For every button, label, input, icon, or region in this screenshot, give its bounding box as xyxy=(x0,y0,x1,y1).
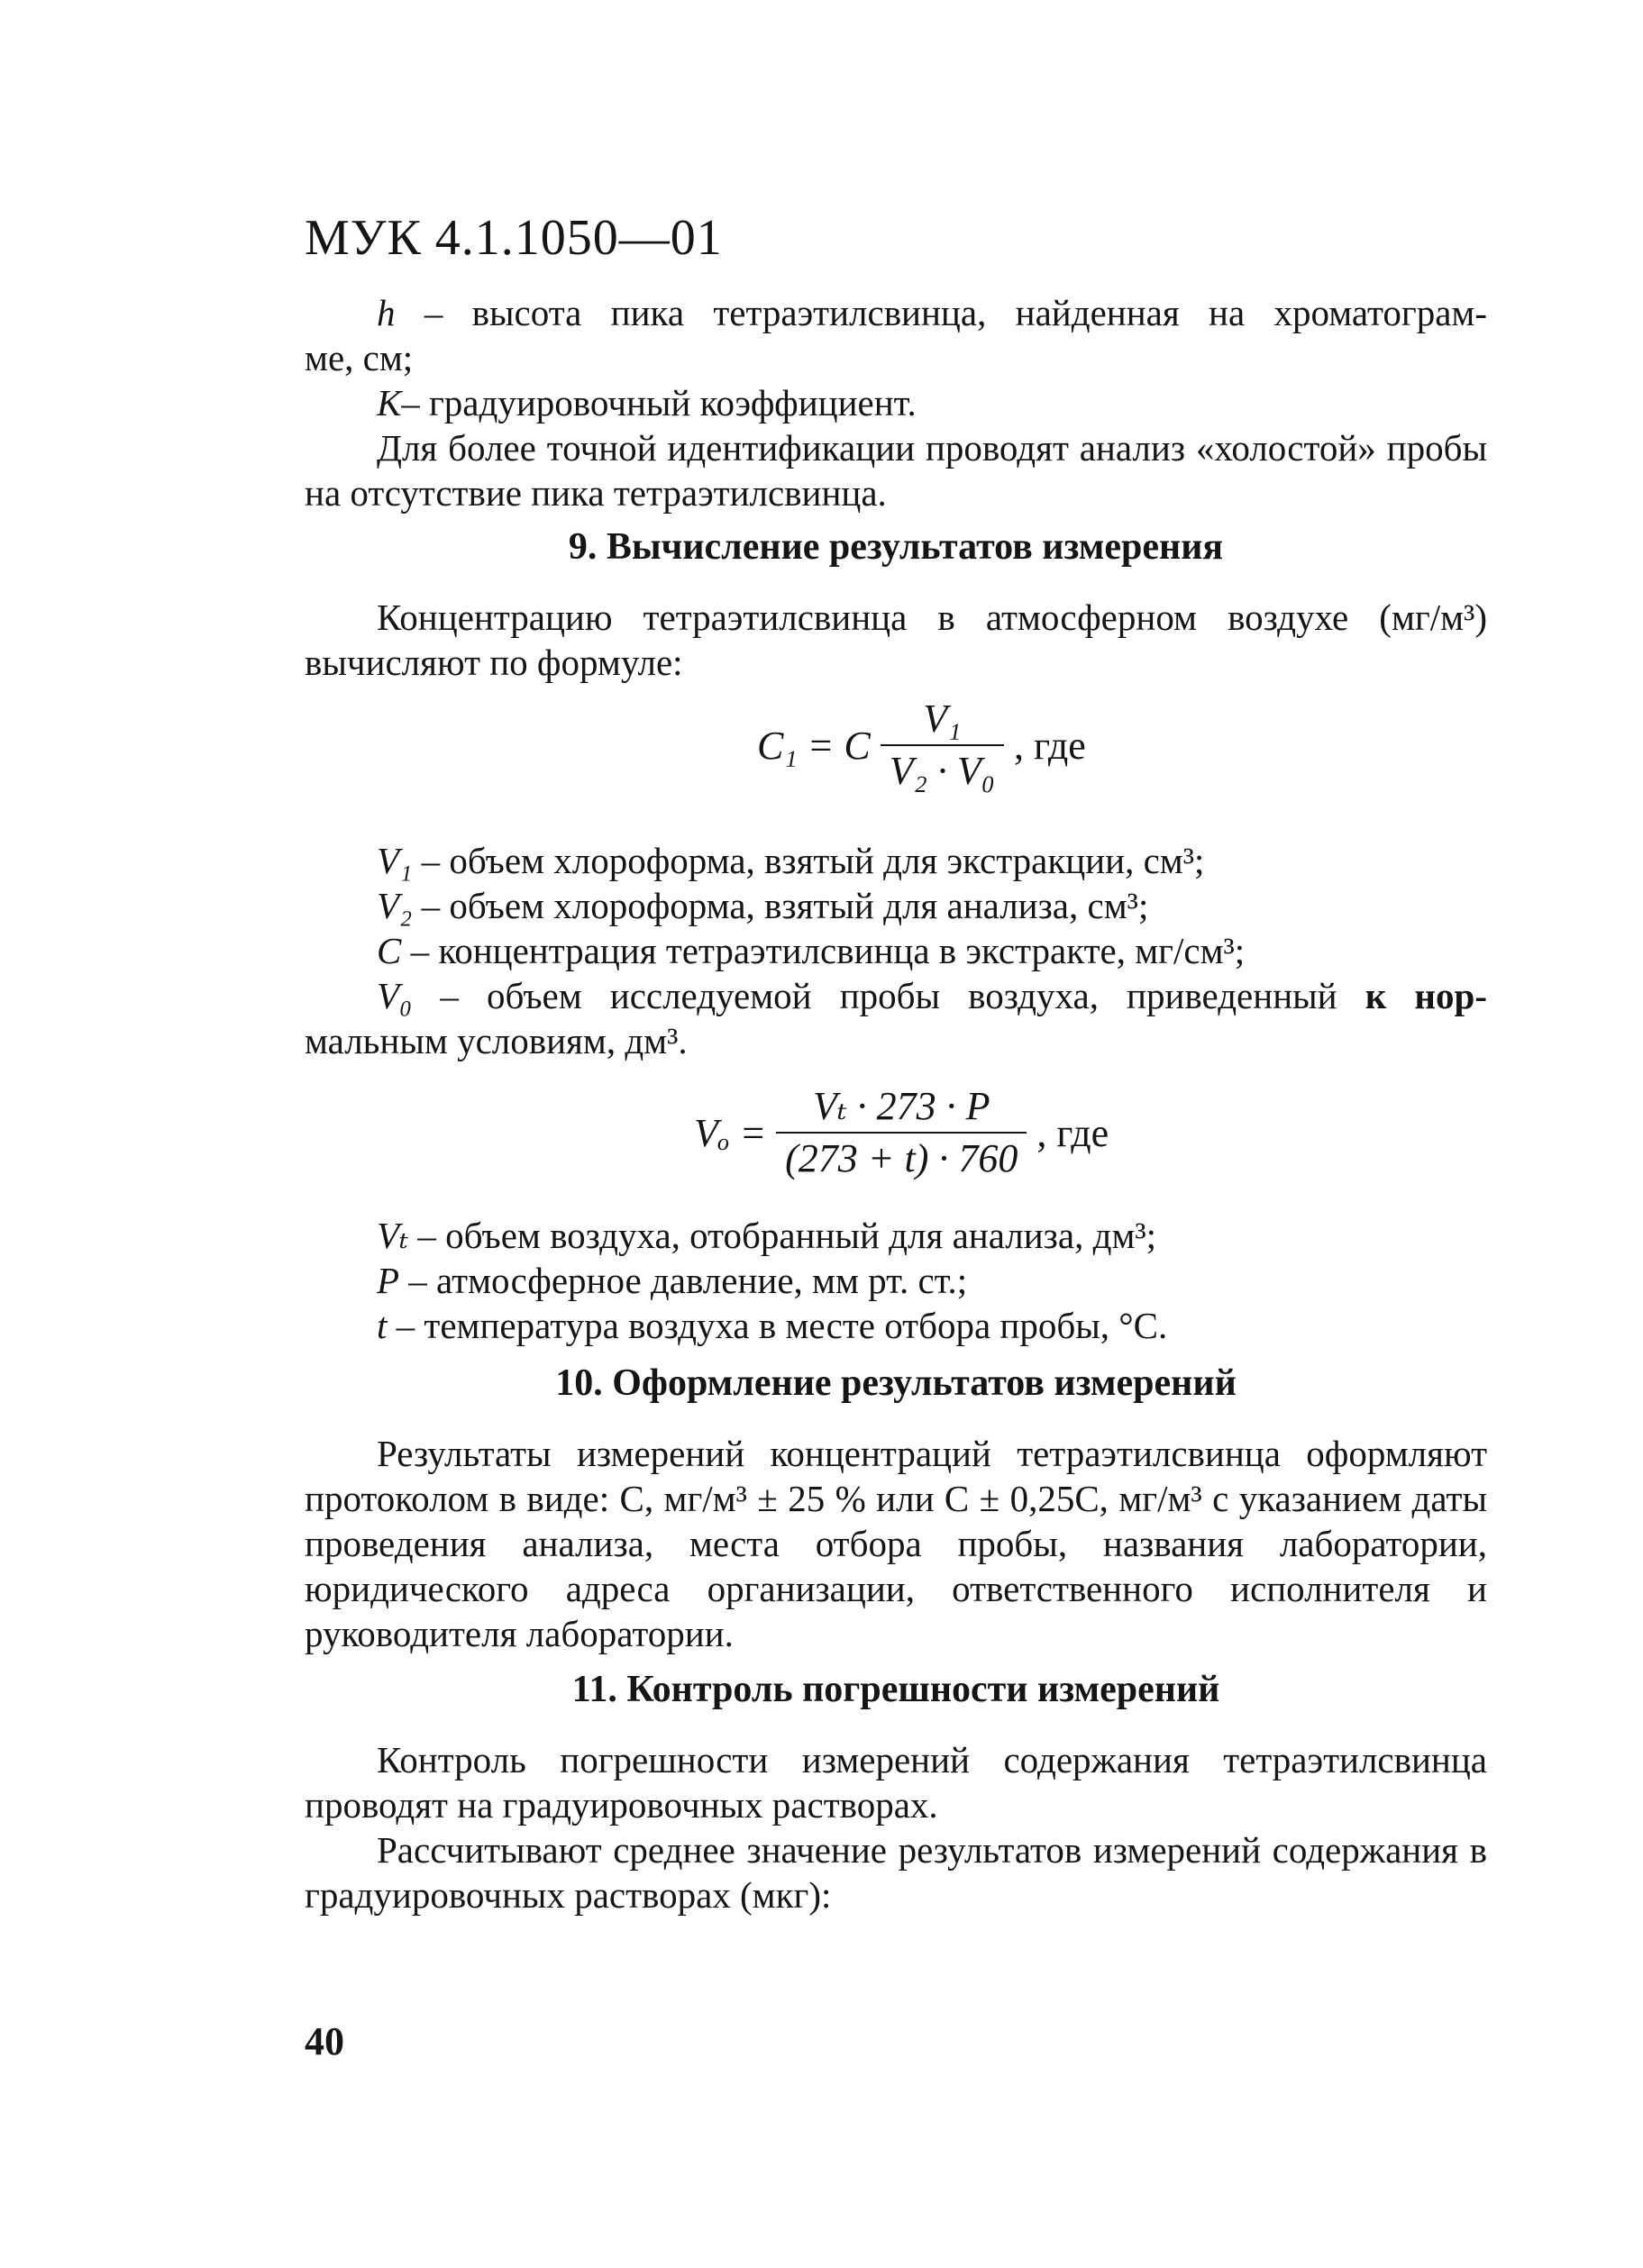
definition-v0-line2: мальным условиям, дм³. xyxy=(305,1020,688,1061)
c-text: – концентрация тетраэтилсвинца в экстракте, мг/см³; xyxy=(401,930,1246,971)
document-code-header: МУК 4.1.1050—01 xyxy=(305,210,723,266)
page-number: 40 xyxy=(305,2019,344,2063)
v1-symbol: V₁ xyxy=(377,840,413,881)
k-definition-text: – градуировочный коэффициент. xyxy=(401,382,917,424)
vt-symbol: Vₜ xyxy=(377,1215,409,1256)
definition-vt xyxy=(377,1213,1156,1258)
section-9-heading: 9. Вычисление результатов измерения xyxy=(568,526,1224,568)
v2-symbol: V₂ xyxy=(377,885,413,926)
v2-text: – объем хлороформа, взятый для анализа, см³; xyxy=(412,885,1149,926)
formula-v0-suffix: , где xyxy=(1036,1110,1109,1155)
p-text: – атмосферное давление, мм рт. ст.; xyxy=(399,1260,968,1301)
h-symbol: h xyxy=(377,292,396,333)
section-11-para1: Контроль погрешности измерений содержания тетраэтилсвинца проводят на градуировочных растворах. xyxy=(305,1739,1487,1826)
vt-text: – объем воздуха, отобранный для анализа, дм³; xyxy=(408,1215,1157,1256)
section-9-intro: Концентрацию тетраэтилсвинца в атмосферном воздухе (мг/м³) вычисляют по формуле: xyxy=(305,597,1487,683)
v0-text-bold: к нор- xyxy=(1365,975,1488,1016)
p-symbol: Р xyxy=(377,1260,400,1301)
formula-c1-numerator: V₁ xyxy=(881,694,1004,746)
formula-c1-fraction xyxy=(881,694,1004,797)
t-text: – температура воздуха в месте отбора пробы, °С. xyxy=(387,1305,1168,1346)
h-definition-text: – высота пика тетраэтилсвинца, найденная на хроматограм- xyxy=(424,292,1488,333)
t-symbol: t xyxy=(377,1305,388,1346)
c-symbol: С xyxy=(377,930,402,971)
section-10-heading: 10. Оформление результатов измерений xyxy=(555,1362,1237,1404)
identification-paragraph: Для более точной идентификации проводят анализ «холостой» пробы на отсутствие пика тетраэтилсвинца. xyxy=(305,427,1487,514)
formula-c1-lhs: C₁ = C xyxy=(757,723,871,768)
formula-v0 xyxy=(694,1081,1109,1184)
formula-v0-lhs: Vₒ = xyxy=(694,1110,767,1155)
formula-c1-suffix: , где xyxy=(1014,723,1086,768)
v1-text: – объем хлороформа, взятый для экстракции, см³; xyxy=(412,840,1205,881)
section-10-text: Результаты измерений концентраций тетраэтилсвинца оформляют протоколом в виде: С, мг/м³ ± 25 % или С ± 0,25С, мг/м³ с указанием даты проведения анализа, места отбора пробы, названия лаборатории, юридического адреса организации, ответственного исполнителя и руководителя лаборатории. xyxy=(305,1433,1487,1654)
h-definition-line1 xyxy=(377,290,1487,335)
formula-c1 xyxy=(757,694,1086,797)
definition-v0-line1 xyxy=(377,973,1487,1018)
k-definition xyxy=(377,380,917,425)
definition-t xyxy=(377,1303,1167,1348)
definition-p xyxy=(377,1258,967,1303)
k-symbol: К xyxy=(377,382,402,424)
section-11-para2: Рассчитывают среднее значение результатов измерений содержания в градуировочных растворах (мкг): xyxy=(305,1829,1487,1916)
formula-v0-fraction xyxy=(776,1081,1027,1184)
formula-v0-numerator: Vₜ · 273 · P xyxy=(776,1081,1027,1134)
v0-text: – объем исследуемой пробы воздуха, приведенный xyxy=(412,975,1365,1016)
formula-c1-denominator: V₂ · V₀ xyxy=(889,749,996,793)
section-11-heading: 11. Контроль погрешности измерений xyxy=(571,1669,1220,1710)
definition-v1 xyxy=(377,838,1204,883)
definition-v2 xyxy=(377,883,1148,928)
formula-v0-denominator: (273 + t) · 760 xyxy=(785,1136,1018,1180)
h-definition-line2: ме, см; xyxy=(305,337,414,378)
v0-symbol: V₀ xyxy=(377,975,413,1016)
definition-c xyxy=(377,928,1245,973)
